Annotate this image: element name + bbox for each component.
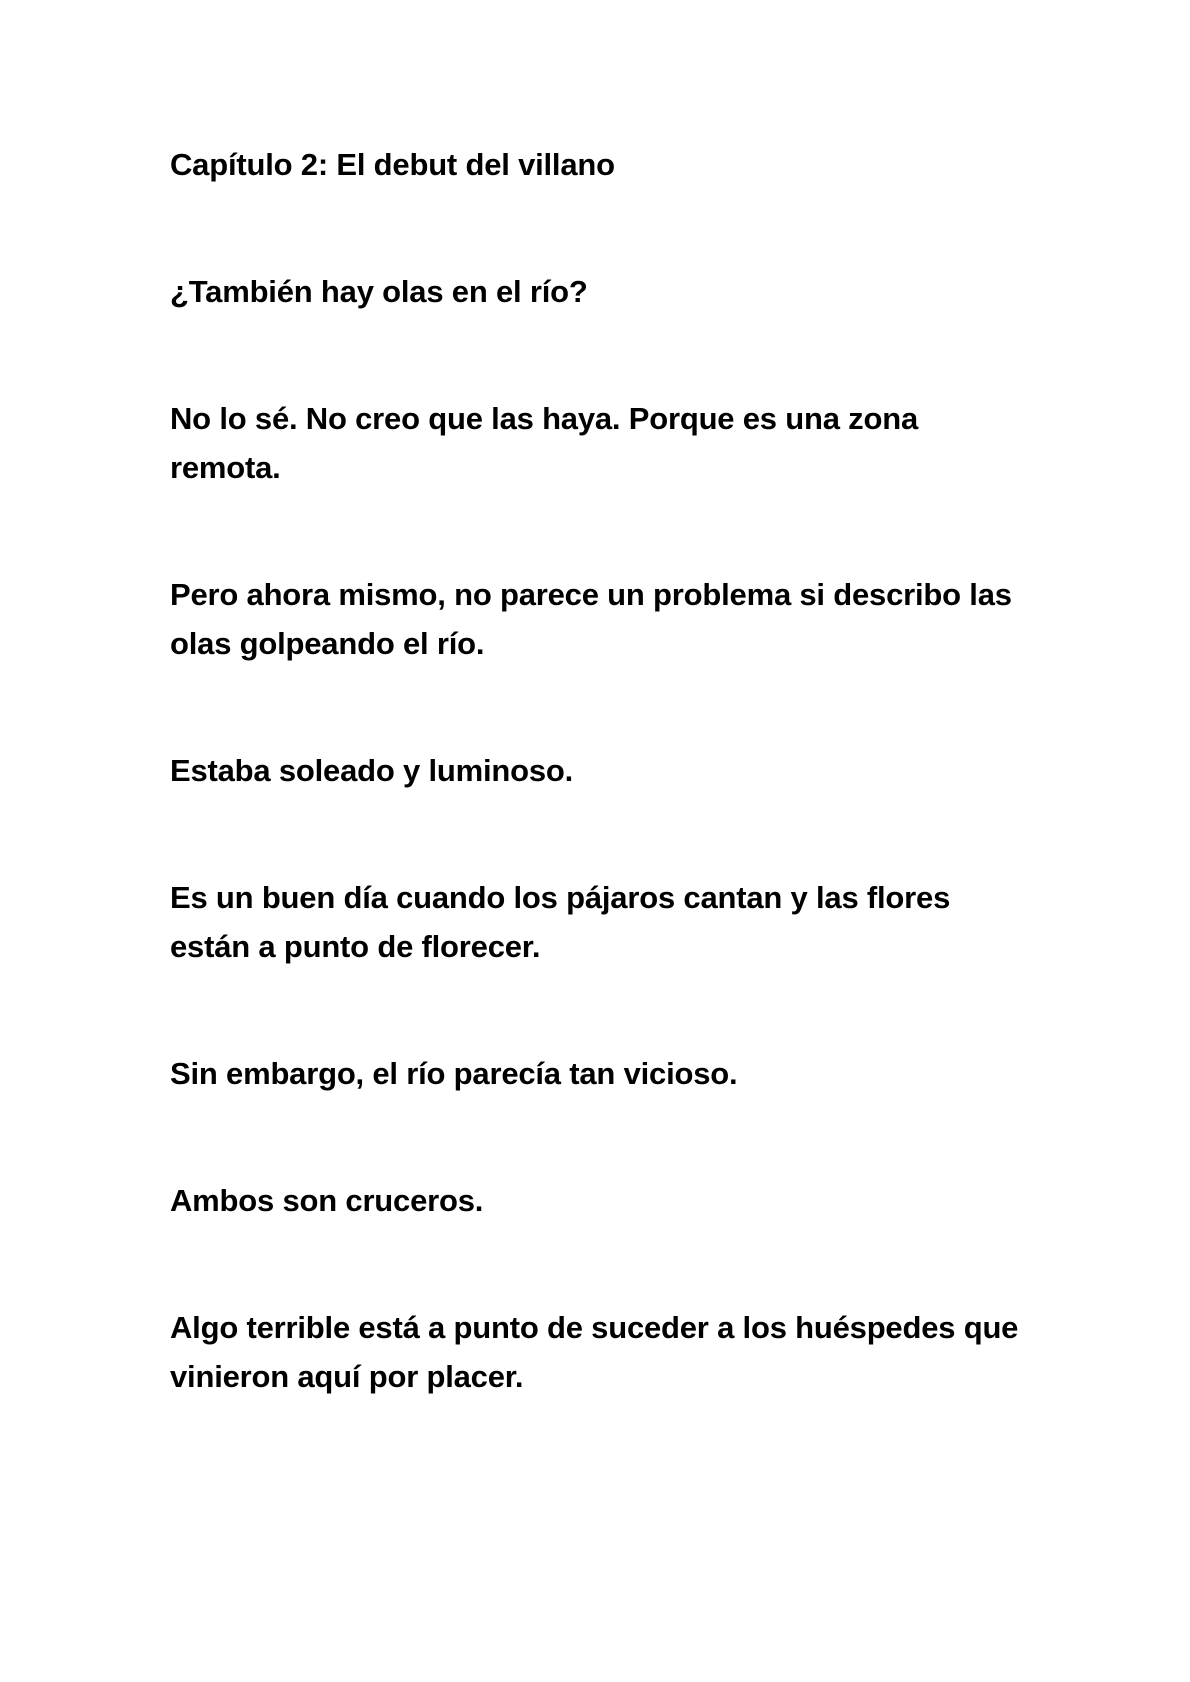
paragraph: Es un buen día cuando los pájaros cantan y las flores están a punto de florecer.	[170, 880, 951, 964]
paragraph: Pero ahora mismo, no parece un problema si describo las olas golpeando el río.	[170, 577, 1012, 661]
paragraph: Sin embargo, el río parecía tan vicioso.	[170, 1056, 738, 1091]
chapter-title: Capítulo 2: El debut del villano	[170, 147, 615, 182]
paragraph: Estaba soleado y luminoso.	[170, 753, 574, 788]
paragraph: Ambos son cruceros.	[170, 1183, 484, 1218]
paragraph: No lo sé. No creo que las haya. Porque es una zona remota.	[170, 401, 918, 485]
paragraph: Algo terrible está a punto de suceder a los huéspedes que vinieron aquí por placer.	[170, 1310, 1019, 1394]
paragraph: ¿También hay olas en el río?	[170, 274, 588, 309]
